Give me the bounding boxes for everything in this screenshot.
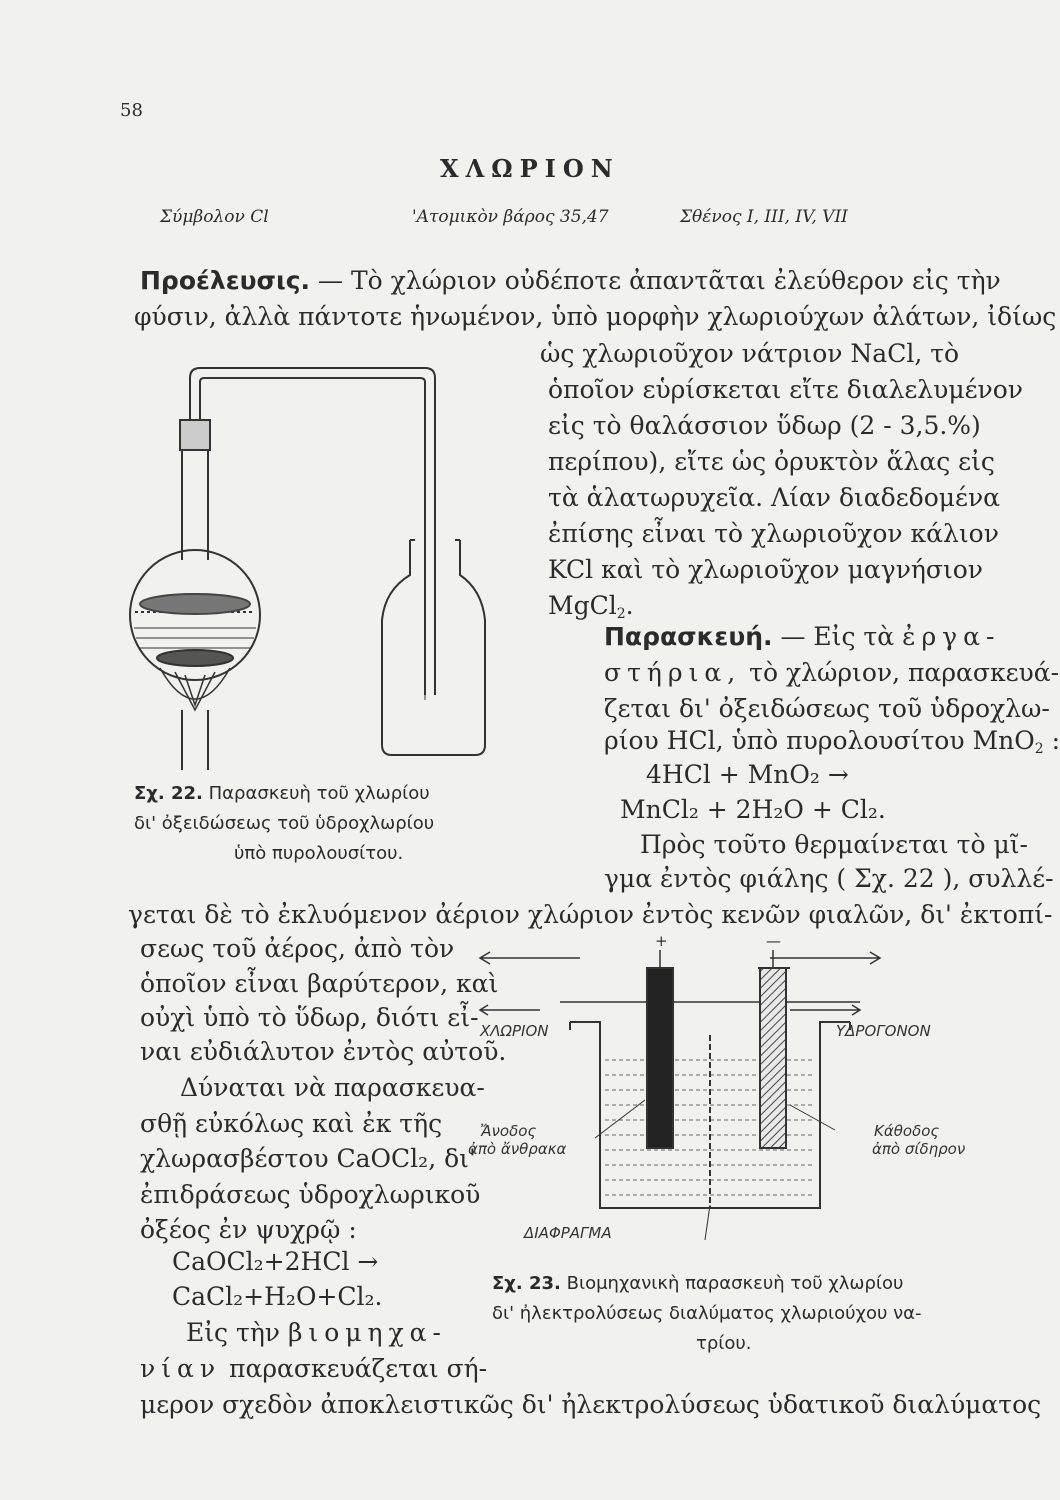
label-anode-material: ἀπὸ ἄνθρακα bbox=[468, 1140, 567, 1158]
label-chlorine: ΧΛΩΡΙΟΝ bbox=[480, 1022, 549, 1040]
burner bbox=[182, 710, 208, 770]
origin-line-3: ὡς χλωριοῦχον νάτριον NaCl, τὸ bbox=[540, 339, 960, 368]
prep-line-11: ναι εὐδιάλυτον ἐντὸς αὐτοῦ. bbox=[140, 1037, 507, 1066]
plus-sign: + bbox=[655, 932, 668, 950]
prep-line-5: Πρὸς τοῦτο θερμαίνεται τὸ μῖ- bbox=[640, 830, 1028, 859]
prep-line-2: στήρια, τὸ χλώριον, παρασκευά- bbox=[604, 658, 1060, 687]
minus-sign: — bbox=[766, 932, 781, 950]
page-number: 58 bbox=[120, 100, 143, 121]
prep-line-19: μερον σχεδὸν ἀποκλειστικῶς δι' ἠλεκτρολύσεως ὑδατικοῦ διαλύματος bbox=[140, 1390, 1042, 1419]
symbol-info: Σύμβολον Cl bbox=[160, 207, 269, 227]
fig23-caption-line-1: Σχ. 23. Βιομηχανικὴ παρασκευὴ τοῦ χλωρίου bbox=[492, 1273, 904, 1294]
figure-23 bbox=[460, 932, 990, 1242]
origin-line-1: Προέλευσις. — Τὸ χλώριον οὐδέποτε ἀπαντᾶται ἐλεύθερον εἰς τὴν bbox=[140, 266, 1001, 295]
origin-line-2: φύσιν, ἀλλὰ πάντοτε ἡνωμένον, ὑπὸ μορφὴν χλωριούχων ἀλάτων, ἰδίως bbox=[134, 302, 1057, 331]
label-anode: Ἄνοδος bbox=[480, 1122, 537, 1140]
origin-line-10: MgCl$_2$. bbox=[548, 591, 634, 622]
prep-line-15: ἐπιδράσεως ὑδροχλωρικοῦ bbox=[140, 1180, 481, 1209]
label-hydrogen: ΥΔΡΟΓΟΝΟΝ bbox=[836, 1022, 931, 1040]
origin-line-8: ἐπίσης εἶναι τὸ χλωριοῦχον κάλιον bbox=[548, 519, 999, 548]
equation-1: 4HCl + MnO₂ → bbox=[646, 760, 849, 789]
equation-4: CaCl₂+H₂O+Cl₂. bbox=[172, 1282, 383, 1311]
chlorine-arrow bbox=[480, 952, 580, 964]
origin-line-7: τὰ ἁλατωρυχεῖα. Λίαν διαδεδομένα bbox=[548, 483, 1001, 512]
prep-line-6: γμα ἐντὸς φιάλης ( Σχ. 22 ), συλλέ- bbox=[604, 864, 1054, 893]
delivery-tube bbox=[190, 368, 435, 695]
equation-2: MnCl₂ + 2H₂O + Cl₂. bbox=[620, 795, 886, 824]
prep-line-7: γεται δὲ τὸ ἐκλυόμενον ἀέριον χλώριον ἐντὸς κενῶν φιαλῶν, δι' ἐκτοπί- bbox=[128, 900, 1053, 929]
page-title: ΧΛΩΡΙΟΝ bbox=[440, 154, 620, 183]
origin-heading: Προέλευσις. bbox=[140, 266, 311, 295]
label-cathode-material: ἀπὸ σίδηρον bbox=[872, 1140, 966, 1158]
flask-stopper bbox=[180, 420, 210, 450]
prep-line-14: χλωρασβέστου CaOCl₂, δι' bbox=[140, 1144, 476, 1173]
origin-line-6: περίπου), εἴτε ὡς ὀρυκτὸν ἅλας εἰς bbox=[548, 447, 995, 476]
origin-line-9: KCl καὶ τὸ χλωριοῦχον μαγνήσιον bbox=[548, 555, 983, 584]
prep-line-16: ὀξέος ἐν ψυχρῷ : bbox=[140, 1215, 357, 1244]
prep-line-18: νίαν παρασκευάζεται σή- bbox=[140, 1354, 488, 1383]
figure-22 bbox=[120, 350, 550, 790]
prep-line-17: Εἰς τὴν βιομηχα- bbox=[186, 1318, 447, 1347]
manganese-dioxide bbox=[140, 594, 250, 614]
prep-line-9: ὁποῖον εἶναι βαρύτερον, καὶ bbox=[140, 969, 499, 998]
atomic-weight-info: 'Ατομικὸν βάρος 35,47 bbox=[412, 207, 609, 227]
collecting-bottle bbox=[382, 540, 485, 755]
fig22-caption-line-2: δι' ὀξειδώσεως τοῦ ὑδροχλωρίου bbox=[134, 813, 435, 834]
prep-line-13: σθῇ εὐκόλως καὶ ἐκ τῆς bbox=[140, 1109, 443, 1138]
equation-3: CaOCl₂+2HCl → bbox=[172, 1247, 379, 1276]
origin-line-4: ὁποῖον εὑρίσκεται εἴτε διαλελυμένον bbox=[548, 375, 1023, 404]
fig22-caption-line-1: Σχ. 22. Παρασκευὴ τοῦ χλωρίου bbox=[134, 783, 430, 804]
fig23-caption-line-3: τρίου. bbox=[696, 1333, 752, 1354]
prep-line-10: οὐχὶ ὑπὸ τὸ ὕδωρ, διότι εἶ- bbox=[140, 1003, 479, 1032]
prep-line-1: Παρασκευή. — Εἰς τὰ ἐργα- bbox=[604, 622, 1001, 651]
origin-line-5: εἰς τὸ θαλάσσιον ὕδωρ (2 - 3,5.%) bbox=[548, 411, 981, 440]
valence-info: Σθένος I, III, IV, VII bbox=[680, 207, 848, 227]
hydrogen-arrow bbox=[770, 952, 880, 964]
prep-line-3: ζεται δι' ὀξειδώσεως τοῦ ὑδροχλω- bbox=[604, 694, 1050, 723]
label-diaphragm: ΔΙΑΦΡΑΓΜΑ bbox=[524, 1224, 612, 1242]
iron-cathode bbox=[760, 968, 786, 1148]
label-cathode: Κάθοδος bbox=[874, 1122, 940, 1140]
carbon-anode bbox=[647, 968, 673, 1148]
prep-heading: Παρασκευή. bbox=[604, 622, 773, 651]
prep-line-4: ρίου HCl, ὑπὸ πυρολουσίτου MnO$_2$ : bbox=[604, 726, 1060, 757]
prep-line-8: σεως τοῦ ἀέρος, ἀπὸ τὸν bbox=[140, 934, 455, 963]
fig23-caption-line-2: δι' ἠλεκτρολύσεως διαλύματος χλωριούχου να- bbox=[492, 1303, 922, 1324]
prep-line-12: Δύναται νὰ παρασκευα- bbox=[180, 1073, 485, 1102]
flask-neck bbox=[182, 450, 208, 560]
fig22-caption-line-3: ὑπὸ πυρολουσίτου. bbox=[234, 843, 404, 864]
